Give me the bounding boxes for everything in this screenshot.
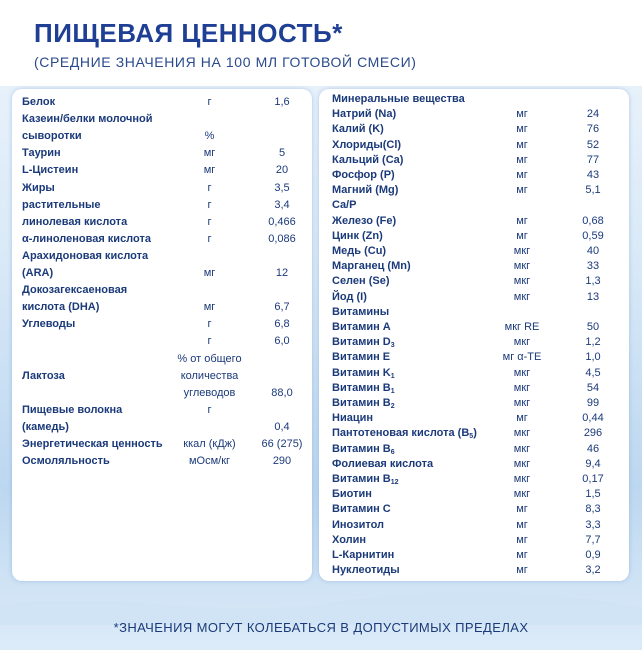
nutrient-name bbox=[22, 145, 61, 162]
table-row bbox=[332, 471, 622, 486]
table-row bbox=[332, 410, 622, 425]
nutrient-unit: мкг bbox=[513, 381, 531, 394]
nutrient-name bbox=[22, 214, 127, 231]
nutrient-name-text: линолевая кислота bbox=[22, 215, 128, 228]
table-row bbox=[22, 368, 307, 385]
nutrient-unit: мг bbox=[516, 169, 528, 181]
nutrient-value: 4,5 bbox=[585, 366, 601, 379]
nutrient-unit: г bbox=[207, 335, 212, 348]
nutrient-unit: мкг bbox=[513, 245, 531, 257]
nutrient-value: 40 bbox=[586, 245, 600, 257]
table-row bbox=[332, 137, 622, 152]
table-row bbox=[22, 299, 307, 316]
nutrient-name bbox=[22, 299, 99, 316]
nutrient-value: 12 bbox=[275, 267, 289, 279]
footer-note: *ЗНАЧЕНИЯ МОГУТ КОЛЕБАТЬСЯ В ДОПУСТИМЫХ ПРЕДЕЛАХ bbox=[113, 620, 529, 635]
nutrient-value: 0,4 bbox=[274, 420, 290, 433]
table-row bbox=[332, 532, 622, 547]
nutrient-unit: г bbox=[207, 181, 212, 194]
nutrient-name-text: Магний (Mg) bbox=[332, 184, 399, 197]
table-row bbox=[22, 128, 307, 145]
nutrient-unit: мкг bbox=[513, 442, 531, 455]
nutrient-name-text: Кальций (Ca) bbox=[332, 153, 404, 166]
nutrient-value: 66 (275) bbox=[261, 438, 303, 450]
nutrient-unit: ккал (кДж) bbox=[183, 438, 236, 450]
nutrient-value: 46 bbox=[586, 442, 600, 455]
nutrient-unit: мг bbox=[203, 147, 216, 160]
table-row bbox=[332, 273, 622, 288]
table-row bbox=[22, 351, 307, 368]
nutrient-name-text: Витамин B bbox=[332, 473, 391, 485]
nutrient-unit: мг bbox=[516, 214, 528, 227]
nutrient-name-text: Инозитол bbox=[332, 518, 385, 531]
nutrient-unit: г bbox=[207, 96, 212, 108]
table-row bbox=[332, 319, 622, 334]
nutrient-unit: мг bbox=[203, 301, 216, 314]
nutrient-unit: количества bbox=[180, 369, 239, 382]
nutrient-name-text: L-Карнитин bbox=[332, 549, 395, 561]
nutrient-value: 1,2 bbox=[585, 336, 601, 349]
nutrient-unit: г bbox=[207, 232, 212, 245]
nutrient-subscript: 2 bbox=[390, 403, 395, 410]
nutrient-value: 6,7 bbox=[274, 301, 290, 314]
nutrient-subscript: 3 bbox=[390, 342, 395, 350]
nutrient-unit: мг bbox=[516, 533, 528, 546]
nutrient-name-text: Селен (Se) bbox=[332, 275, 390, 288]
nutrient-name bbox=[22, 419, 69, 436]
nutrient-unit: мг bbox=[516, 503, 528, 516]
table-row bbox=[332, 501, 622, 516]
nutrient-name bbox=[22, 402, 122, 419]
nutrient-value: 50 bbox=[586, 321, 600, 333]
table-row bbox=[22, 419, 307, 436]
nutrient-value: 0,17 bbox=[582, 473, 604, 485]
nutrient-name-text: Углеводы bbox=[22, 318, 76, 331]
nutrient-unit: мг bbox=[516, 184, 528, 197]
nutrient-unit: мг bbox=[203, 164, 216, 177]
nutrient-unit: углеводов bbox=[183, 386, 236, 399]
nutrient-value: 1,0 bbox=[585, 351, 601, 364]
table-row bbox=[332, 456, 622, 471]
nutrient-name bbox=[332, 562, 400, 579]
nutrient-unit: мг bbox=[516, 229, 528, 242]
nutrient-name-text: Марганец (Mn) bbox=[332, 260, 411, 273]
nutrient-value: 24 bbox=[586, 108, 600, 121]
nutrient-unit: мг bbox=[203, 267, 216, 279]
nutrient-name-text: Йод (I) bbox=[332, 290, 367, 303]
nutrient-value: 1,6 bbox=[274, 96, 290, 108]
nutrient-unit: мг bbox=[516, 138, 528, 151]
nutrient-name bbox=[22, 282, 127, 299]
nutrient-name-text: Витамин D bbox=[332, 336, 391, 349]
nutrient-unit: мкг bbox=[513, 275, 531, 288]
nutrient-name-text: Натрий (Na) bbox=[332, 108, 397, 121]
nutrient-name bbox=[22, 180, 55, 197]
table-row bbox=[332, 167, 622, 182]
table-row bbox=[22, 453, 307, 470]
nutrient-name bbox=[22, 197, 101, 214]
table-row bbox=[22, 111, 307, 128]
nutrient-value: 54 bbox=[586, 381, 600, 394]
nutrient-name-text: Калий (K) bbox=[332, 123, 384, 136]
nutrient-name-text: Цинк (Zn) bbox=[332, 229, 383, 242]
nutrient-name-text: Нуклеотиды bbox=[332, 564, 400, 577]
nutrient-name-text: Ниацин bbox=[332, 412, 373, 425]
nutrient-value: 3,5 bbox=[274, 181, 290, 194]
left-nutrition-panel bbox=[12, 89, 312, 581]
nutrient-name-text: Витамины bbox=[332, 305, 390, 318]
nutrient-name-text: Минеральные вещества bbox=[332, 93, 465, 105]
nutrient-unit: мкг bbox=[513, 366, 531, 379]
table-row bbox=[332, 91, 622, 106]
nutrient-value: 0,086 bbox=[268, 232, 296, 245]
nutrient-name-text: Белок bbox=[22, 96, 56, 108]
nutrient-unit: мг α-TE bbox=[502, 351, 542, 364]
nutrient-unit: мОсм/кг bbox=[188, 455, 231, 468]
nutrient-value: 13 bbox=[586, 290, 600, 303]
nutrient-name-text: Ca/P bbox=[332, 199, 357, 212]
nutrient-unit: мкг bbox=[513, 473, 531, 485]
table-row bbox=[22, 436, 307, 453]
nutrient-unit: мг bbox=[516, 108, 528, 121]
nutrient-unit: % bbox=[204, 130, 215, 143]
table-row bbox=[332, 441, 622, 456]
nutrient-name-text: Витамин E bbox=[332, 351, 391, 364]
table-row bbox=[22, 94, 307, 111]
table-row bbox=[22, 214, 307, 231]
table-row bbox=[332, 121, 622, 136]
nutrient-value: 20 bbox=[275, 164, 289, 177]
page-subtitle: (СРЕДНИЕ ЗНАЧЕНИЯ НА 100 МЛ ГОТОВОЙ СМЕСИ) bbox=[34, 54, 417, 70]
table-row bbox=[22, 282, 307, 299]
nutrient-unit: мг bbox=[516, 518, 528, 531]
nutrient-name bbox=[22, 231, 151, 248]
table-row bbox=[332, 289, 622, 304]
table-row bbox=[332, 152, 622, 167]
table-row bbox=[332, 425, 622, 440]
table-row bbox=[332, 304, 622, 319]
table-row bbox=[22, 197, 307, 214]
nutrient-name-text: (камедь) bbox=[22, 420, 69, 433]
nutrient-name-text: растительные bbox=[22, 198, 101, 211]
nutrient-subscript: 1 bbox=[390, 387, 395, 395]
table-row bbox=[332, 486, 622, 501]
nutrient-name-text: Витамин А bbox=[332, 321, 391, 333]
nutrient-name-text: Осмоляльность bbox=[22, 455, 110, 468]
nutrient-unit: мг bbox=[516, 153, 528, 166]
nutrient-unit: г bbox=[207, 215, 212, 228]
table-row bbox=[22, 402, 307, 419]
nutrient-unit: мг bbox=[516, 412, 528, 425]
nutrient-name-text: кислота (DHA) bbox=[22, 301, 100, 314]
table-row bbox=[332, 395, 622, 410]
nutrient-name-text: Железо (Fe) bbox=[332, 214, 397, 227]
table-row bbox=[22, 180, 307, 197]
nutrient-unit: мг bbox=[516, 549, 528, 561]
nutrient-unit: мкг bbox=[513, 397, 531, 409]
nutrient-unit: мкг bbox=[513, 488, 531, 501]
nutrient-name bbox=[22, 368, 65, 385]
table-row bbox=[332, 349, 622, 364]
right-nutrition-panel bbox=[319, 89, 629, 581]
nutrient-unit: мкг RE bbox=[504, 321, 540, 333]
nutrient-value: 52 bbox=[586, 138, 600, 151]
nutrient-value: 33 bbox=[586, 260, 600, 273]
nutrient-name-text: Пищевые волокна bbox=[22, 403, 123, 416]
nutrient-value: 77 bbox=[586, 153, 600, 166]
table-row bbox=[22, 316, 307, 333]
nutrient-name-text: L-Цистеин bbox=[22, 164, 79, 177]
nutrient-name-text: Хлориды(Cl) bbox=[332, 138, 402, 151]
nutrient-name-text: Биотин bbox=[332, 488, 372, 501]
nutrient-name-tail: ) bbox=[473, 427, 477, 440]
nutrient-unit: мг bbox=[516, 123, 528, 136]
table-row bbox=[332, 106, 622, 121]
nutrient-unit: мг bbox=[516, 564, 528, 577]
table-row bbox=[22, 162, 307, 179]
nutrient-name-text: Холин bbox=[332, 533, 367, 546]
nutrient-name bbox=[22, 128, 82, 145]
nutrient-name-text: Витамин B bbox=[332, 442, 391, 455]
nutrient-value: 88,0 bbox=[271, 386, 293, 399]
table-row bbox=[22, 265, 307, 282]
nutrient-name-text: Витамин K bbox=[332, 366, 391, 379]
nutrient-name-text: Энергетическая ценность bbox=[22, 438, 163, 450]
nutrient-value: 8,3 bbox=[585, 503, 601, 516]
page-title: ПИЩЕВАЯ ЦЕННОСТЬ* bbox=[34, 18, 343, 48]
nutrient-name bbox=[22, 436, 163, 453]
table-row bbox=[332, 380, 622, 395]
header bbox=[0, 0, 642, 86]
nutrient-name-text: Фосфор (P) bbox=[332, 169, 395, 181]
nutrient-value: 6,8 bbox=[274, 318, 290, 331]
nutrient-value: 1,3 bbox=[585, 275, 601, 288]
nutrient-name bbox=[22, 453, 110, 470]
nutrient-name-text: Пантотеновая кислота (B bbox=[332, 427, 470, 440]
nutrient-name bbox=[22, 265, 53, 282]
nutrient-unit: г bbox=[207, 198, 212, 211]
nutrient-name-text: Фолиевая кислота bbox=[332, 457, 434, 470]
table-row bbox=[22, 333, 307, 350]
nutrient-value: 1,5 bbox=[585, 488, 601, 501]
nutrient-value: 0,44 bbox=[582, 412, 604, 425]
nutrient-unit: мкг bbox=[513, 260, 531, 273]
nutrient-unit: мкг bbox=[513, 427, 531, 440]
table-row bbox=[332, 197, 622, 212]
nutrient-value: 99 bbox=[586, 397, 600, 409]
nutrient-value: 0,59 bbox=[582, 229, 604, 242]
nutrient-name-text: Витамин B bbox=[332, 397, 391, 409]
nutrient-unit: г bbox=[207, 318, 212, 331]
table-row bbox=[332, 182, 622, 197]
nutrient-name-text: Витамин B bbox=[332, 381, 391, 394]
nutrient-value: 0,68 bbox=[582, 214, 604, 227]
nutrient-value: 290 bbox=[272, 455, 292, 468]
nutrient-name-text: Медь (Cu) bbox=[332, 245, 387, 257]
nutrient-name-text: Витамин С bbox=[332, 503, 391, 516]
nutrient-name-text: сыворотки bbox=[22, 130, 82, 143]
nutrient-value: 3,2 bbox=[585, 564, 601, 577]
nutrient-unit: % от общего bbox=[177, 352, 242, 365]
nutrient-name-text: Докозагексаеновая bbox=[22, 284, 128, 297]
nutrient-name-text: Таурин bbox=[22, 147, 61, 160]
nutrient-value: 6,0 bbox=[274, 335, 290, 348]
table-row bbox=[332, 562, 622, 577]
nutrient-name-text: Лактоза bbox=[22, 369, 65, 382]
nutrient-value: 3,3 bbox=[585, 518, 601, 531]
nutrient-subscript: 12 bbox=[390, 479, 399, 486]
table-row bbox=[332, 213, 622, 228]
nutrient-name bbox=[22, 316, 75, 333]
table-row bbox=[332, 517, 622, 532]
nutrient-value: 7,7 bbox=[585, 533, 601, 546]
nutrient-name bbox=[22, 162, 78, 179]
nutrient-value: 9,4 bbox=[585, 457, 601, 470]
nutrient-value: 0,466 bbox=[268, 215, 296, 228]
nutrient-name-text: (ARA) bbox=[22, 267, 54, 279]
nutrient-value: 3,4 bbox=[274, 198, 290, 211]
nutrient-value: 76 bbox=[586, 123, 600, 136]
nutrient-name-text: α-линоленовая кислота bbox=[22, 232, 151, 245]
nutrient-subscript: 5 bbox=[469, 433, 474, 441]
nutrient-subscript: 1 bbox=[390, 372, 395, 380]
nutrient-unit: мкг bbox=[513, 336, 531, 349]
nutrient-name-text: Казеин/белки молочной bbox=[22, 113, 153, 126]
nutrient-unit: мкг bbox=[513, 290, 531, 303]
nutrient-name-text: Арахидоновая кислота bbox=[22, 249, 149, 262]
nutrient-name bbox=[22, 248, 148, 265]
nutrient-value: 5 bbox=[278, 147, 286, 160]
table-row bbox=[22, 145, 307, 162]
table-row bbox=[22, 231, 307, 248]
table-row bbox=[22, 248, 307, 265]
nutrient-name bbox=[22, 111, 152, 128]
nutrient-value: 296 bbox=[583, 427, 603, 440]
nutrient-subscript: 6 bbox=[390, 448, 395, 456]
nutrient-value: 43 bbox=[586, 169, 600, 181]
table-row bbox=[332, 334, 622, 349]
table-row bbox=[332, 547, 622, 562]
nutrient-value: 5,1 bbox=[585, 184, 601, 197]
nutrient-unit: г bbox=[207, 403, 212, 416]
decorative-wave bbox=[0, 585, 642, 625]
nutrient-name-text: Жиры bbox=[22, 181, 55, 194]
table-row bbox=[332, 365, 622, 380]
table-row bbox=[332, 243, 622, 258]
table-row bbox=[332, 228, 622, 243]
nutrient-unit: мкг bbox=[513, 457, 531, 470]
nutrient-name bbox=[22, 94, 55, 111]
table-row bbox=[22, 385, 307, 402]
nutrient-value: 0,9 bbox=[585, 549, 601, 561]
table-row bbox=[332, 258, 622, 273]
